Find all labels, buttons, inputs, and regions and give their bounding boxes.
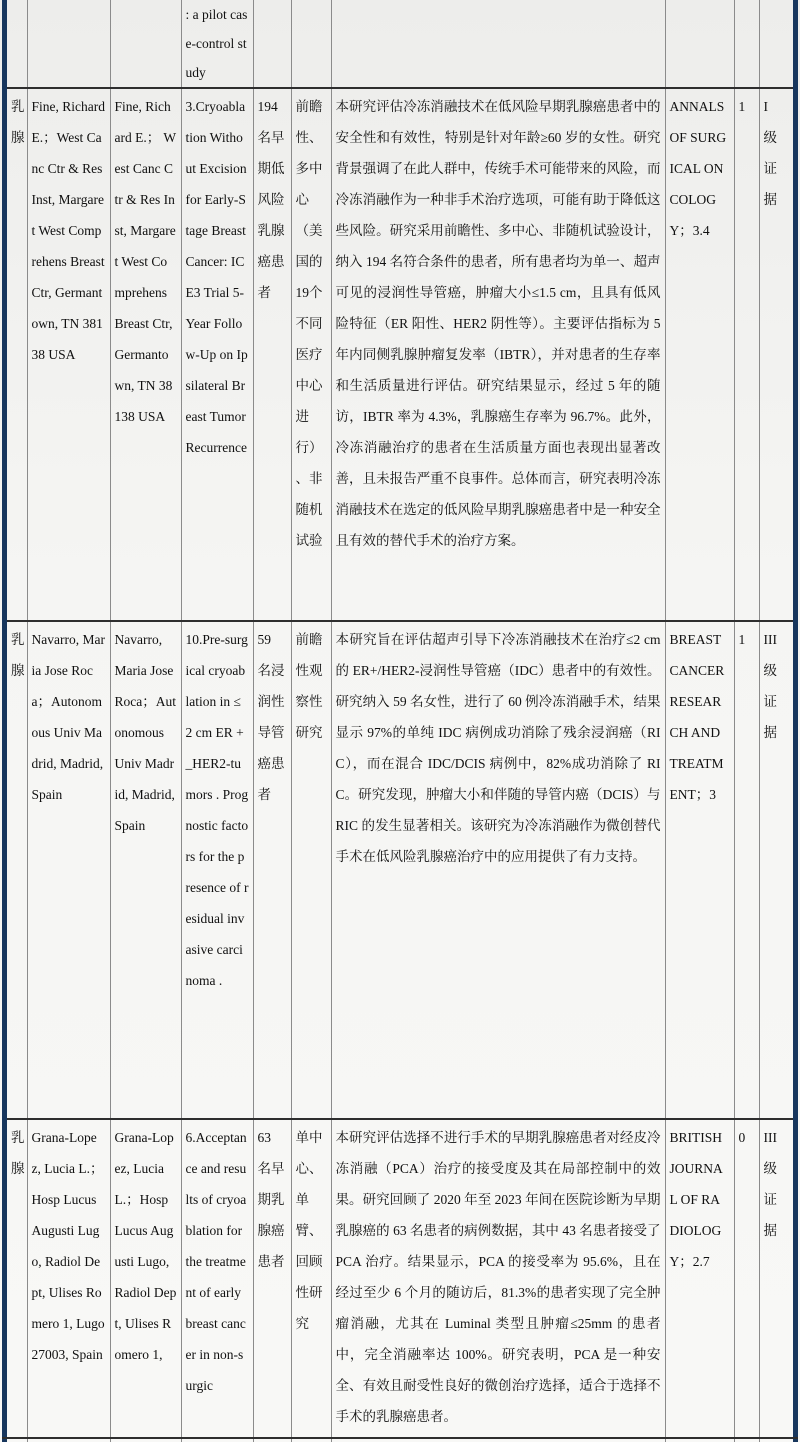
cell-evidence-level — [759, 88, 793, 621]
cell-journal — [665, 621, 734, 1119]
cell-abstract — [331, 1119, 665, 1442]
journal-text: BRITISH JOURNAL OF RADIOLOGY；2.7 — [669, 1130, 723, 1269]
title-text: 6.Acceptance and results of cryoablation for the treatment of early breast cancer in non-surgic — [185, 1130, 247, 1393]
study-design-text — [292, 0, 331, 87]
study-design-text: 前瞻性、多中心（美国的19个不同医疗中心进行）、非随机试验 — [295, 99, 323, 548]
author-address-text: Grana-Lopez, Lucia L.；Hosp Lucus Augusti Lugo, Radiol Dept, Ulises Romero 1, — [114, 1130, 177, 1362]
count-text: 1 — [738, 632, 746, 647]
cell-title — [181, 621, 253, 1119]
cell-category — [7, 88, 27, 621]
cell-study-design — [291, 0, 331, 88]
journal-text: ANNALS OF SURGICAL ONCOLOGY；3.4 — [669, 99, 727, 238]
abstract-text — [332, 0, 665, 87]
table-row — [7, 88, 793, 621]
page-left-border — [2, 0, 7, 1442]
count-text: 0 — [738, 1130, 746, 1145]
author-address-text: Fine, Richard E.； West Canc Ctr & Res Inst, Margaret West Comprehens Breast Ctr, Germantown, TN 38138 USA — [114, 99, 177, 424]
abstract-text: 本研究评估选择不进行手术的早期乳腺癌患者对经皮冷冻消融（PCA）治疗的接受度及其在局部控制中的效果。研究回顾了 2020 年至 2023 年间在医院诊断为早期乳腺癌的 63 名患者的病例数据，其中 43 名患者接受了 PCA 治疗。结果显示，PCA 的接受率为 95.6%，且在经过至少 6 个月的随访后，81.3%的患者实现了完全肿瘤消融，尤其在 Luminal 类型且肿瘤≤25mm 的患者中，完全消融率达 100%。研究表明，PCA 是一种安全、有效且耐受性良好的微创治疗选择，适合于选择不手术的乳腺癌患者。 — [335, 1130, 661, 1424]
cell-author — [27, 621, 110, 1119]
category-text: 乳腺 — [11, 1130, 25, 1176]
cell-abstract — [331, 621, 665, 1119]
cell-category — [7, 1119, 27, 1442]
cell-count — [734, 88, 759, 621]
cell-count — [734, 0, 759, 88]
cell-study-design — [291, 1119, 331, 1442]
cell-title — [181, 88, 253, 621]
evidence-level-text — [760, 0, 794, 87]
evidence-table — [7, 0, 793, 1442]
author-text: Grana-Lopez, Lucia L.；Hosp Lucus Augusti Lugo, Radiol Dept, Ulises Romero 1, Lugo 27003, Spain — [31, 1130, 105, 1362]
count-text: 1 — [738, 99, 746, 114]
evidence-level-text: III 级证据 — [763, 632, 777, 740]
study-design-text: 单中心、单臂、回顾性研究 — [295, 1130, 323, 1331]
cell-author — [27, 0, 110, 88]
category-text — [7, 0, 27, 87]
cell-sample-size — [253, 621, 291, 1119]
author-address-text — [111, 0, 181, 87]
category-text: 乳腺 — [11, 632, 25, 678]
cell-abstract — [331, 88, 665, 621]
category-text: 乳腺 — [11, 99, 25, 145]
cell-sample-size — [253, 0, 291, 88]
table-row — [7, 1119, 793, 1442]
count-text — [735, 0, 759, 87]
cell-author-address — [110, 621, 181, 1119]
page-right-border — [793, 0, 798, 1442]
sample-size-text: 63 名早期乳腺癌患者 — [257, 1130, 285, 1269]
author-text: Fine, Richard E.；West Canc Ctr & Res Inst, Margaret West Comprehens Breast Ctr, Germantown, TN 38138 USA — [31, 99, 105, 362]
evidence-level-text: III 级证据 — [763, 1130, 777, 1238]
cell-author — [27, 1119, 110, 1442]
cell-count — [734, 1119, 759, 1442]
cell-author-address — [110, 88, 181, 621]
evidence-level-text: I 级证据 — [763, 99, 777, 207]
abstract-text: 本研究旨在评估超声引导下冷冻消融技术在治疗≤2 cm 的 ER+/HER2-浸润性导管癌（IDC）患者中的有效性。研究纳入 59 名女性，进行了 60 例冷冻消融手术，结果显示 97%的单纯 IDC 病例成功消除了残余浸润癌（RIC），而在混合 IDC/DCIS 病例中，82%成功消除了 RIC。研究发现，肿瘤大小和伴随的导管内癌（DCIS）与 RIC 的发生显著相关。该研究为冷冻消融作为微创替代手术在低风险乳腺癌治疗中的应用提供了有力支持。 — [335, 632, 661, 864]
title-text: 10.Pre-surgical cryoablation in ≤ 2 cm ER + _HER2-tumors . Prognostic factors for the presence of residual invasive carcinoma . — [185, 632, 249, 988]
studies-table — [7, 0, 793, 1442]
cell-sample-size — [253, 1119, 291, 1442]
sample-size-text — [254, 0, 291, 87]
cell-journal — [665, 1119, 734, 1442]
cell-author-address — [110, 1119, 181, 1442]
sample-size-text: 59 名浸润性导管癌患者 — [257, 632, 285, 802]
journal-text — [666, 0, 734, 87]
title-text: 3.Cryoablation Without Excision for Early-Stage Breast Cancer: ICE3 Trial 5-Year Follow-Up on Ipsilateral Breast Tumor Recurrence — [185, 99, 248, 455]
cell-category — [7, 621, 27, 1119]
cell-evidence-level — [759, 0, 793, 88]
cell-evidence-level — [759, 1119, 793, 1442]
cell-study-design — [291, 621, 331, 1119]
cell-title — [181, 1119, 253, 1442]
table-row — [7, 621, 793, 1119]
title-text: : a pilot case-control study — [185, 7, 248, 80]
cell-category — [7, 0, 27, 88]
study-design-text: 前瞻性观察性研究 — [295, 632, 323, 740]
sample-size-text: 194 名早期低风险乳腺癌患者 — [257, 99, 285, 300]
cell-journal — [665, 88, 734, 621]
cell-count — [734, 621, 759, 1119]
table-row-partial — [7, 0, 793, 88]
author-text: Navarro, Maria Jose Roca；Autonomous Univ Madrid, Madrid, Spain — [31, 632, 105, 802]
author-text — [28, 0, 110, 87]
cell-study-design — [291, 88, 331, 621]
cell-sample-size — [253, 88, 291, 621]
cell-abstract — [331, 0, 665, 88]
cell-title — [181, 0, 253, 88]
page-bottom-border — [2, 1437, 798, 1439]
cell-author-address — [110, 0, 181, 88]
cell-evidence-level — [759, 621, 793, 1119]
journal-text: BREAST CANCER RESEARCH AND TREATMENT；3 — [669, 632, 725, 802]
cell-author — [27, 88, 110, 621]
abstract-text: 本研究评估冷冻消融技术在低风险早期乳腺癌患者中的安全性和有效性，特别是针对年龄≥60 岁的女性。研究背景强调了在此人群中，传统手术可能带来的风险，而冷冻消融作为一种非手术治疗选项，可能有助于降低这些风险。研究采用前瞻性、多中心、非随机试验设计，纳入 194 名符合条件的患者，所有患者均为单一、超声可见的浸润性导管癌，肿瘤大小≤1.5 cm，且具有低风险特征（ER 阳性、HER2 阴性等）。主要评估指标为 5 年内同侧乳腺肿瘤复发率（IBTR），并对患者的生存率和生活质量进行评估。研究结果显示，经过 5 年的随访，IBTR 率为 4.3%，乳腺癌生存率为 96.7%。此外，冷冻消融治疗的患者在生活质量方面也表现出显著改善，且未报告严重不良事件。总体而言，研究表明冷冻消融技术在选定的低风险早期乳腺癌患者中是一种安全且有效的替代手术的治疗方案。 — [335, 99, 661, 548]
cell-journal — [665, 0, 734, 88]
author-address-text: Navarro, Maria Jose Roca；Autonomous Univ Madrid, Madrid, Spain — [114, 632, 176, 833]
